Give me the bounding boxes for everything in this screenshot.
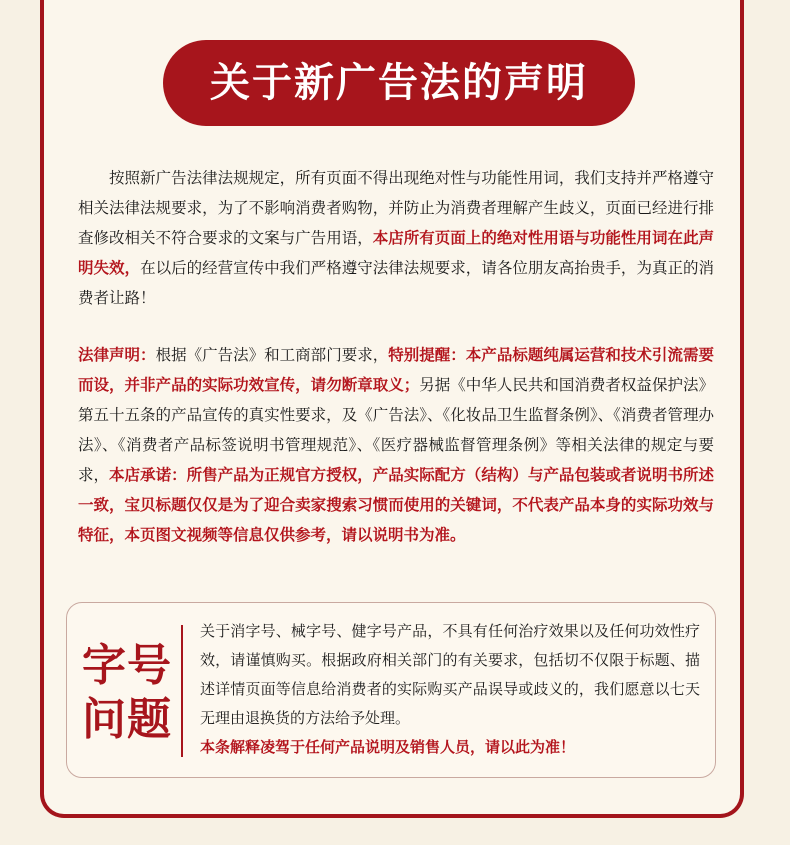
- statement-text-a: 按照新广告法律法规规定，所有页面不得出现绝对性与功能性用词，我们支持并严格遵守相关法律法规要求，为了不影响消费者购物，并防止为消费者理解产生歧义，页面已经进行排查修改相关不符合要求的文案与广告用语，: [78, 169, 714, 247]
- notice-highlight: 本条解释凌驾于任何产品说明及销售人员，请以此为准！: [200, 738, 576, 756]
- statement-text-b: 在以后的经营宣传中我们严格遵守法律法规要求，请各位朋友高抬贵手，为真正的消费者让路！: [78, 259, 714, 307]
- statement-highlight: 本店所有页面上的绝对性用语与功能性用词在此声明失效，: [78, 229, 714, 277]
- special-reminder-highlight: 特别提醒：本产品标题纯属运营和技术引流需要而设，并非产品的实际功效宣传，请勿断章取义；: [78, 346, 714, 394]
- legal-statement-label: 法律声明：: [78, 346, 156, 364]
- store-promise-highlight: 本店承诺：所售产品为正规官方授权，产品实际配方（结构）与产品包装或者说明书所述一致，宝贝标题仅仅是为了迎合卖家搜索习惯而使用的关键词，不代表产品本身的实际功效与特征，本页图文视频等信息仅供参考，请以说明书为准。: [78, 466, 714, 544]
- page-title: 关于新广告法的声明: [163, 40, 635, 126]
- legal-statement-paragraph: [78, 340, 714, 550]
- notice-body: [200, 617, 700, 762]
- statement-paragraph: [78, 163, 714, 313]
- notice-title-line-1: 字号: [82, 640, 172, 691]
- notice-text: 关于消字号、械字号、健字号产品，不具有任何治疗效果以及任何功效性疗效，请谨慎购买。根据政府相关部门的有关要求，包括切不仅限于标题、描述详情页面等信息给消费者的实际购买产品误导或歧义的，我们愿意以七天无理由退换货的方法给予处理。: [200, 622, 700, 727]
- notice-title: [77, 639, 177, 747]
- legal-text-b: 另据《中华人民共和国消费者权益保护法》第五十五条的产品宣传的真实性要求，及《广告法》、《化妆品卫生监督条例》、《消费者管理办法》、《消费者产品标签说明书管理规范》、《医疗器械监督管理条例》等相关法律的规定与要求，: [78, 376, 714, 484]
- notice-title-line-2: 问题: [82, 694, 172, 745]
- notice-divider: [181, 625, 183, 757]
- legal-text-a: 根据《广告法》和工商部门要求，: [155, 346, 389, 364]
- license-notice-box: [66, 602, 716, 778]
